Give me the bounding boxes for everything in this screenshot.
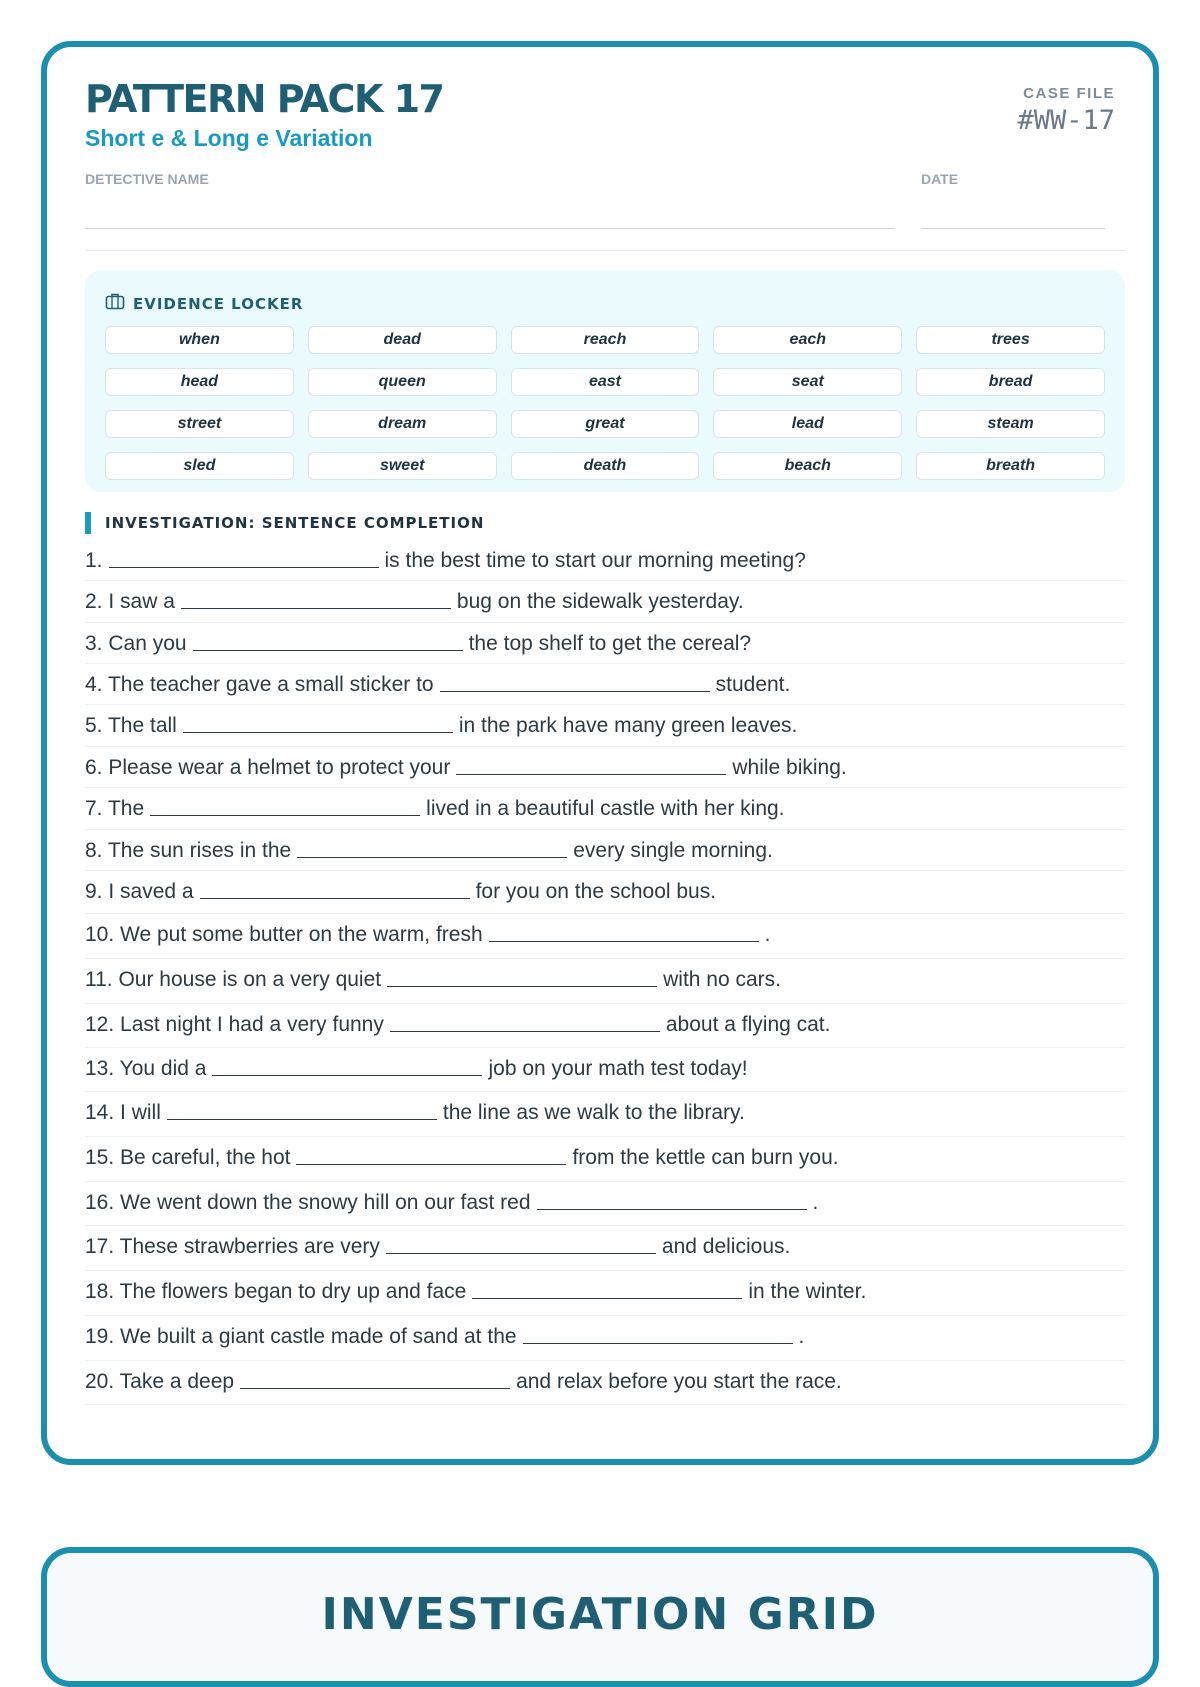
evidence-locker (85, 270, 1125, 492)
page-subtitle: Short e & Long e Variation (85, 125, 373, 151)
worksheet-card (41, 41, 1159, 1465)
question-item (85, 1271, 1125, 1316)
question-suffix: student. (715, 673, 791, 696)
answer-blank[interactable] (537, 1209, 807, 1210)
header-divider (85, 250, 1125, 251)
question-suffix: . (798, 1325, 805, 1348)
question-item (85, 914, 1125, 959)
question-prefix: 6. Please wear a helmet to protect your (85, 756, 451, 779)
evidence-locker-title: EVIDENCE LOCKER (133, 294, 304, 313)
question-item (85, 581, 1125, 623)
question-suffix: and delicious. (661, 1235, 791, 1258)
answer-blank[interactable] (390, 1031, 660, 1032)
answer-blank[interactable] (387, 986, 657, 987)
answer-blank[interactable] (240, 1388, 510, 1389)
question-item (85, 1226, 1125, 1271)
question-item (85, 959, 1125, 1004)
answer-blank[interactable] (183, 732, 453, 733)
question-suffix: in the park have many green leaves. (458, 714, 798, 737)
question-item (85, 1137, 1125, 1182)
word-chip: east (511, 368, 700, 396)
question-prefix: 5. The tall (85, 714, 177, 737)
case-file-id: #WW-17 (1017, 105, 1115, 136)
question-item (85, 540, 1125, 581)
answer-blank[interactable] (472, 1298, 742, 1299)
answer-blank[interactable] (386, 1253, 656, 1254)
question-item (85, 871, 1125, 914)
question-item (85, 1182, 1125, 1226)
question-prefix: 20. Take a deep (85, 1370, 235, 1393)
question-suffix: bug on the sidewalk yesterday. (456, 590, 744, 613)
word-chip: street (105, 410, 294, 438)
question-item (85, 1361, 1125, 1405)
question-prefix: 8. The sun rises in the (85, 839, 292, 862)
question-suffix: for you on the school bus. (475, 880, 717, 903)
investigation-grid-title: INVESTIGATION GRID (321, 1589, 879, 1640)
word-chip: breath (916, 452, 1105, 480)
answer-blank[interactable] (109, 567, 379, 568)
section-accent-bar (85, 512, 91, 534)
question-item (85, 1048, 1125, 1092)
answer-blank[interactable] (523, 1343, 793, 1344)
answer-blank[interactable] (440, 691, 710, 692)
question-suffix: the top shelf to get the cereal? (468, 632, 752, 655)
question-suffix: is the best time to start our morning meeting? (384, 549, 806, 572)
answer-blank[interactable] (181, 608, 451, 609)
question-item (85, 705, 1125, 747)
question-item (85, 1004, 1125, 1048)
detective-name-line[interactable] (85, 228, 895, 229)
question-suffix: every single morning. (573, 839, 773, 862)
question-prefix: 17. These strawberries are very (85, 1235, 380, 1258)
case-file-label: CASE FILE (1023, 85, 1115, 102)
question-prefix: 14. I will (85, 1101, 161, 1124)
question-suffix: with no cars. (663, 968, 782, 991)
briefcase-icon (105, 292, 125, 315)
question-item (85, 747, 1125, 788)
word-chip: when (105, 326, 294, 354)
date-line[interactable] (921, 228, 1105, 229)
word-chip: death (511, 452, 700, 480)
question-suffix: in the winter. (748, 1280, 867, 1303)
question-list (85, 540, 1125, 1405)
question-prefix: 1. (85, 549, 103, 572)
question-prefix: 3. Can you (85, 632, 187, 655)
word-bank (105, 326, 1105, 480)
answer-blank[interactable] (489, 941, 759, 942)
detective-name-label: DETECTIVE NAME (85, 171, 209, 187)
answer-blank[interactable] (297, 857, 567, 858)
question-prefix: 4. The teacher gave a small sticker to (85, 673, 434, 696)
question-item (85, 788, 1125, 830)
question-prefix: 18. The flowers began to dry up and face (85, 1280, 467, 1303)
answer-blank[interactable] (296, 1164, 566, 1165)
question-suffix: lived in a beautiful castle with her king. (426, 797, 785, 820)
word-chip: dead (308, 326, 497, 354)
word-chip: reach (511, 326, 700, 354)
word-chip: sweet (308, 452, 497, 480)
word-chip: queen (308, 368, 497, 396)
word-chip: sled (105, 452, 294, 480)
word-chip: each (713, 326, 902, 354)
word-chip: trees (916, 326, 1105, 354)
question-suffix: the line as we walk to the library. (442, 1101, 745, 1124)
word-chip: great (511, 410, 700, 438)
question-prefix: 7. The (85, 797, 145, 820)
question-suffix: . (812, 1191, 819, 1214)
question-prefix: 12. Last night I had a very funny (85, 1013, 384, 1036)
investigation-header (85, 512, 484, 534)
answer-blank[interactable] (193, 650, 463, 651)
question-item (85, 1092, 1125, 1137)
word-chip: seat (713, 368, 902, 396)
question-prefix: 13. You did a (85, 1057, 207, 1080)
page-title: PATTERN PACK 17 (85, 77, 444, 121)
question-prefix: 16. We went down the snowy hill on our fast red (85, 1191, 531, 1214)
date-label: DATE (921, 171, 959, 187)
question-suffix: . (764, 923, 771, 946)
word-chip: bread (916, 368, 1105, 396)
word-chip: head (105, 368, 294, 396)
question-item (85, 830, 1125, 871)
word-chip: dream (308, 410, 497, 438)
question-prefix: 10. We put some butter on the warm, fresh (85, 923, 483, 946)
investigation-title: INVESTIGATION: SENTENCE COMPLETION (105, 514, 485, 532)
question-suffix: from the kettle can burn you. (572, 1146, 839, 1169)
question-item (85, 623, 1125, 664)
question-suffix: and relax before you start the race. (516, 1370, 842, 1393)
question-suffix: while biking. (732, 756, 847, 779)
answer-blank[interactable] (200, 898, 470, 899)
word-chip: lead (713, 410, 902, 438)
question-prefix: 2. I saw a (85, 590, 175, 613)
question-prefix: 11. Our house is on a very quiet (85, 968, 382, 991)
investigation-grid-card (41, 1547, 1159, 1687)
question-item (85, 664, 1125, 705)
evidence-locker-header (105, 292, 303, 315)
word-chip: beach (713, 452, 902, 480)
question-prefix: 19. We built a giant castle made of sand at the (85, 1325, 517, 1348)
question-prefix: 9. I saved a (85, 880, 194, 903)
answer-blank[interactable] (456, 774, 726, 775)
answer-blank[interactable] (150, 815, 420, 816)
answer-blank[interactable] (167, 1119, 437, 1120)
word-chip: steam (916, 410, 1105, 438)
question-item (85, 1316, 1125, 1361)
answer-blank[interactable] (212, 1075, 482, 1076)
question-prefix: 15. Be careful, the hot (85, 1146, 291, 1169)
question-suffix: job on your math test today! (488, 1057, 748, 1080)
question-suffix: about a flying cat. (665, 1013, 831, 1036)
